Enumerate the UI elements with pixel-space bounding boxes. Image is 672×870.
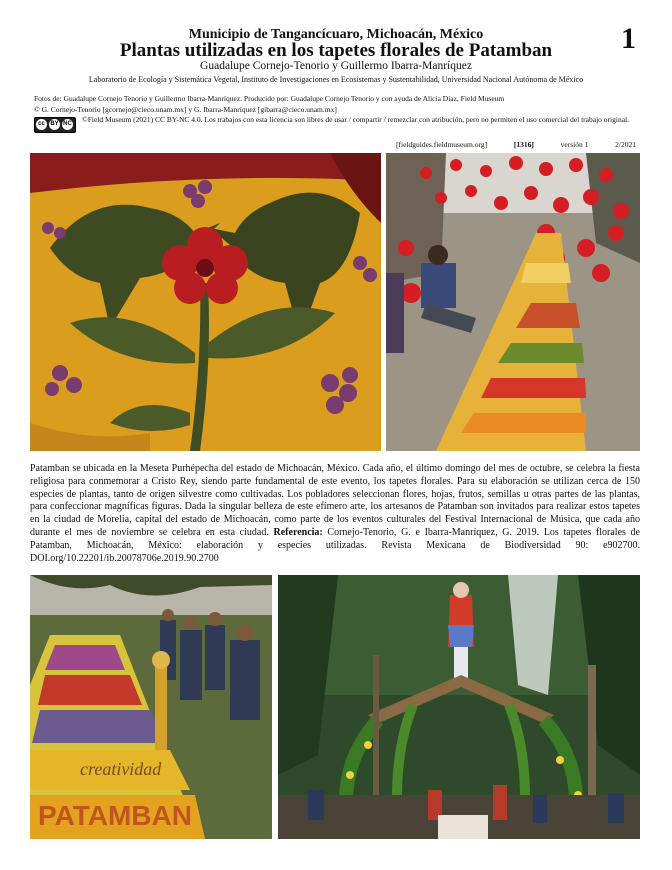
description-text [30,463,640,565]
municipio-heading: Municipio de Tangancícuaro, Michoacán, México [188,27,484,42]
credits-line-2: © G. Cornejo-Tenorio [gcornejo@cieco.unam.mx] y G. Ibarra-Manríquez [gibarra@cieco.unam.mx] [34,104,337,114]
carpet-text-creatividad: creatividad [80,759,162,779]
guide-number: [1316] [513,140,534,149]
guide-version: versión 1 [560,140,589,149]
photo-credits [34,94,634,115]
description-paragraph: Patamban se ubicada en la Meseta Purhépecha del estado de Michoacán, México. Cada año, el último domingo del mes de octubre, se celebra la fiesta religiosa para conmemorar a Cristo Rey, siendo parte fundamental de este evento, los tapetes florales. Para su elaboración se utilizan cerca de 150 especies de plantas, tanto de origen silvestre como cultivadas. Los pobladores seleccionan flores, hojas, frutos, semillas u otras partes de las plantas, para confeccionar magníficas figuras. Dada la singular belleza de este efímero arte, los artesanos de Patamban son invitados para realizar estos tapetes en la ciudad de Morelia, capital del estado de Michoacán, como parte de los eventos culturales del Festival Internacional de Música, que cada año durante el mes de noviembre se celebra en esta ciudad. [30,463,640,538]
photo-street-carpet [386,153,640,451]
cc-badge-by: BY [49,119,60,130]
photo-hummingbird-carpet [30,153,381,451]
credits-line-1: Fotos de: Guadalupe Cornejo Tenorio y Guillermo Ibarra-Manríquez. Producido por: Guadalupe Cornejo Tenorio y con ayuda de Alicia Díaz, Field Museum [34,94,505,103]
license-text: ©Field Museum (2021) CC BY-NC 4.0. Los trabajos con esta licencia son libres de usar / compartir / remezclar con atribución, pero no permiten el uso comercial del trabajo original. [82,115,630,124]
carpet-text-patamban: PATAMBAN [38,800,192,831]
cc-badge-nc: NC [62,119,73,130]
authors: Guadalupe Cornejo-Tenorio y Guillermo Ibarra-Manríquez [200,60,472,72]
cc-badge-cc: cc [36,119,47,130]
photo-patamban-carpet [30,575,272,839]
photo-arch-forest [278,575,640,839]
guide-meta [396,140,636,149]
guide-date: 2/2021 [615,140,636,149]
reference-text: Cornejo-Tenorio, G. e Ibarra-Manríquez, G. 2019. Los tapetes florales de Patamban, Michoacán, México: elaboración y especies utilizadas. Revista Mexicana de Biodiversidad 90: e902700. DOI.org/10.22201/ib.20078706e.2019.90.2700 [30,526,640,564]
cc-license-badge-icon [34,117,76,133]
affiliation: Laboratorio de Ecología y Sistemática Vegetal, Instituto de Investigaciones en Ecosistemas y Sustentabilidad, Universidad Nacional Autónoma de México [88,75,584,84]
page-number: 1 [621,22,636,55]
reference-label: Referencia: [273,526,323,538]
page-title: Plantas utilizadas en los tapetes florales de Patamban [119,40,553,61]
guide-site[interactable]: [fieldguides.fieldmuseum.org] [396,140,488,149]
